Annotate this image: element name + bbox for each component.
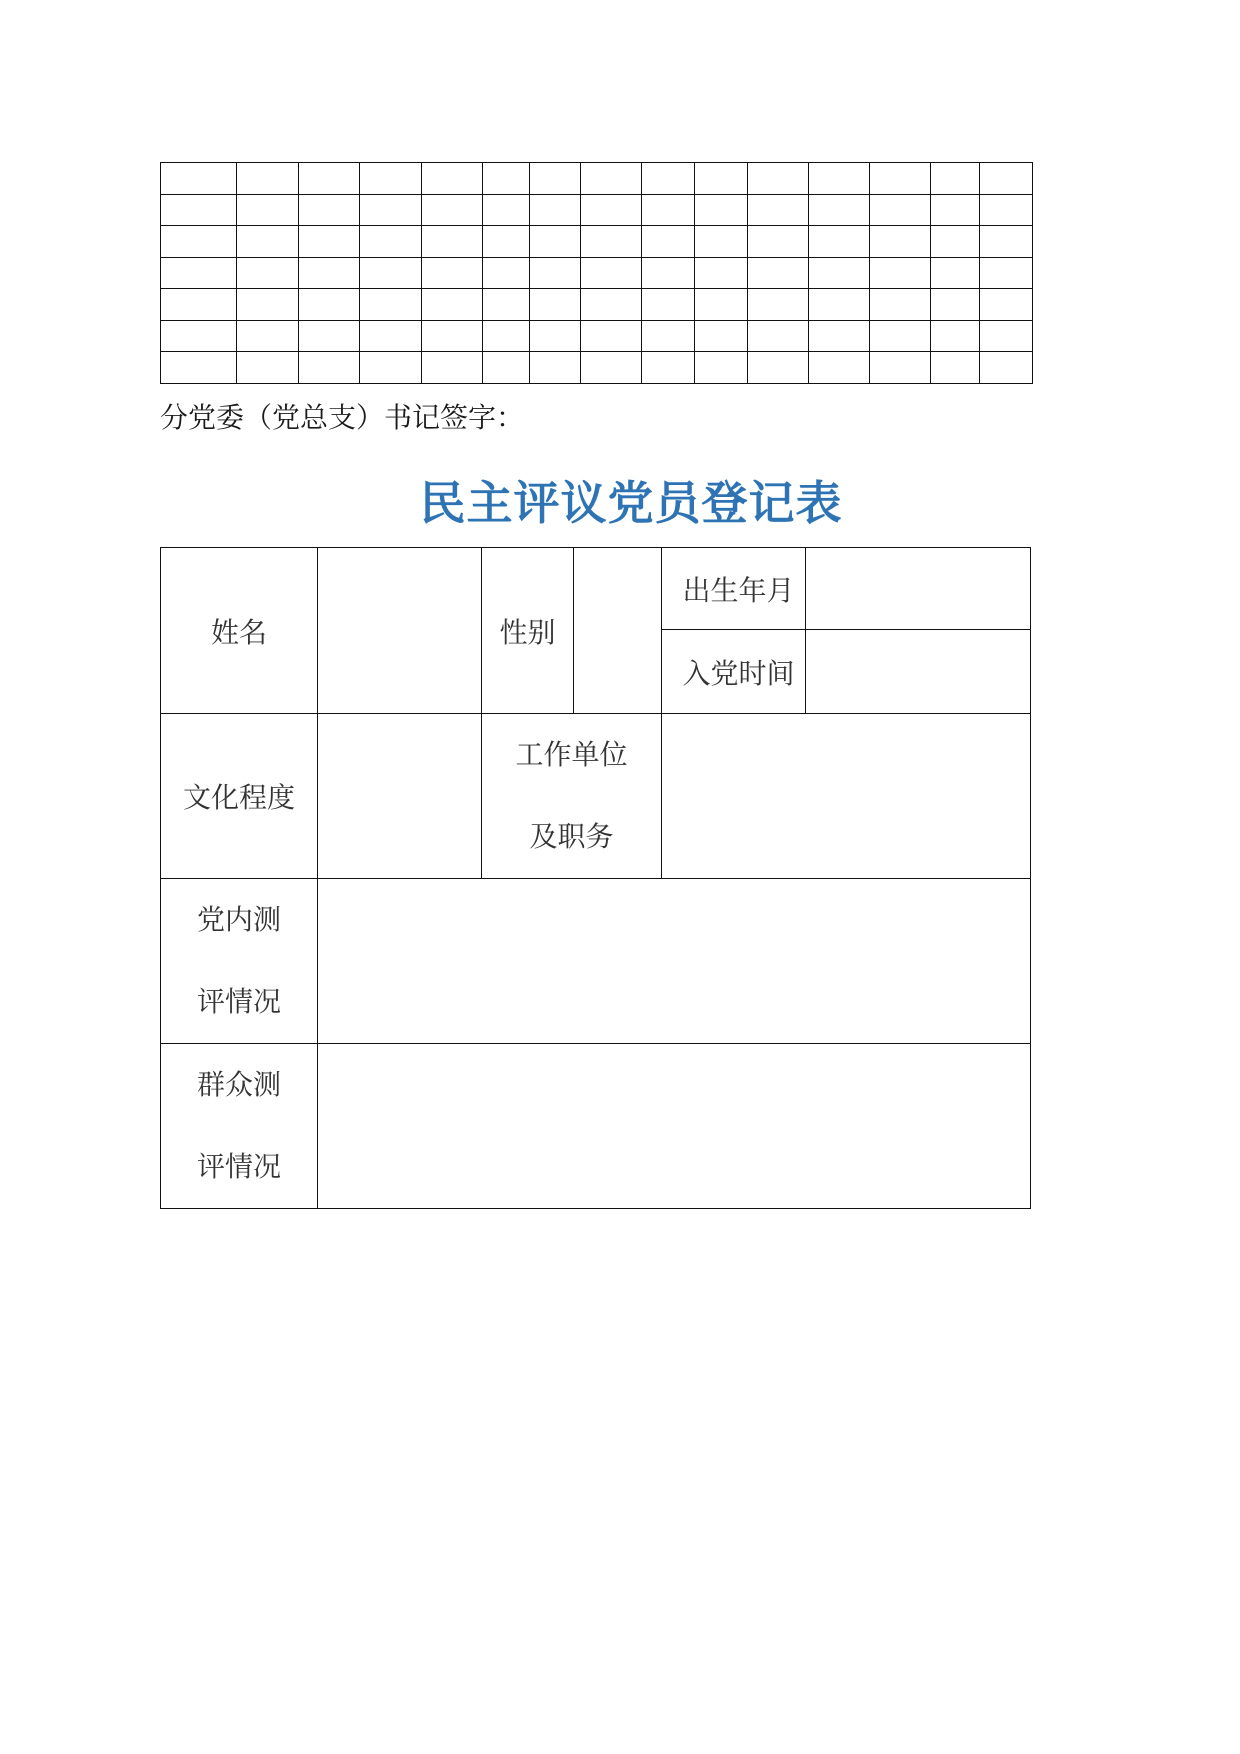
grid-cell[interactable] xyxy=(695,163,748,195)
grid-cell[interactable] xyxy=(695,194,748,226)
grid-cell[interactable] xyxy=(809,257,870,289)
grid-cell[interactable] xyxy=(980,352,1033,384)
mass-evaluation-label xyxy=(161,1044,318,1209)
grid-cell[interactable] xyxy=(161,320,237,352)
grid-cell[interactable] xyxy=(483,194,530,226)
grid-cell[interactable] xyxy=(161,289,237,321)
grid-cell[interactable] xyxy=(642,194,695,226)
grid-cell[interactable] xyxy=(299,352,360,384)
grid-cell[interactable] xyxy=(237,289,299,321)
grid-cell[interactable] xyxy=(980,257,1033,289)
grid-cell[interactable] xyxy=(422,226,483,258)
grid-cell[interactable] xyxy=(748,320,809,352)
work-unit-label-line2: 及职务 xyxy=(529,820,614,853)
grid-cell[interactable] xyxy=(483,226,530,258)
grid-cell[interactable] xyxy=(809,320,870,352)
grid-cell[interactable] xyxy=(809,226,870,258)
party-evaluation-label-line1: 党内测 xyxy=(196,903,281,936)
form-title: 民主评议党员登记表 xyxy=(419,476,843,530)
grid-cell[interactable] xyxy=(581,226,642,258)
grid-cell[interactable] xyxy=(237,320,299,352)
grid-cell[interactable] xyxy=(870,257,931,289)
grid-cell[interactable] xyxy=(581,163,642,195)
grid-cell[interactable] xyxy=(483,289,530,321)
grid-cell[interactable] xyxy=(931,163,980,195)
grid-cell[interactable] xyxy=(870,352,931,384)
grid-row xyxy=(161,163,1033,195)
grid-cell[interactable] xyxy=(237,194,299,226)
grid-cell[interactable] xyxy=(642,289,695,321)
grid-cell[interactable] xyxy=(980,194,1033,226)
grid-cell[interactable] xyxy=(530,194,581,226)
grid-cell[interactable] xyxy=(422,289,483,321)
gender-field[interactable] xyxy=(574,548,662,714)
secretary-signature-label: 分党委（党总支）书记签字： xyxy=(160,401,525,434)
grid-cell[interactable] xyxy=(695,320,748,352)
grid-cell[interactable] xyxy=(483,352,530,384)
grid-cell[interactable] xyxy=(809,352,870,384)
grid-cell[interactable] xyxy=(530,163,581,195)
grid-cell[interactable] xyxy=(237,352,299,384)
grid-cell[interactable] xyxy=(530,320,581,352)
grid-cell[interactable] xyxy=(642,226,695,258)
grid-cell[interactable] xyxy=(530,352,581,384)
grid-cell[interactable] xyxy=(809,194,870,226)
grid-cell[interactable] xyxy=(483,257,530,289)
name-label: 姓名 xyxy=(161,548,318,714)
grid-cell[interactable] xyxy=(748,289,809,321)
birth-date-label: 出生年月 xyxy=(662,548,806,630)
grid-cell[interactable] xyxy=(809,289,870,321)
grid-cell[interactable] xyxy=(299,320,360,352)
grid-cell[interactable] xyxy=(161,163,237,195)
education-field[interactable] xyxy=(318,714,482,879)
grid-cell[interactable] xyxy=(483,320,530,352)
grid-cell[interactable] xyxy=(980,289,1033,321)
grid-cell[interactable] xyxy=(581,257,642,289)
grid-cell[interactable] xyxy=(360,320,422,352)
party-join-date-label: 入党时间 xyxy=(662,630,806,714)
mass-evaluation-label-line1: 群众测 xyxy=(196,1068,281,1101)
grid-cell[interactable] xyxy=(870,163,931,195)
grid-row xyxy=(161,194,1033,226)
grid-cell[interactable] xyxy=(931,257,980,289)
grid-cell[interactable] xyxy=(642,320,695,352)
grid-cell[interactable] xyxy=(422,194,483,226)
grid-cell[interactable] xyxy=(642,163,695,195)
name-field[interactable] xyxy=(318,548,482,714)
grid-cell[interactable] xyxy=(530,289,581,321)
grid-cell[interactable] xyxy=(581,320,642,352)
work-unit-field[interactable] xyxy=(662,714,1031,879)
grid-cell[interactable] xyxy=(980,163,1033,195)
grid-cell[interactable] xyxy=(695,352,748,384)
grid-cell[interactable] xyxy=(161,226,237,258)
party-join-date-field[interactable] xyxy=(806,630,1031,714)
grid-cell[interactable] xyxy=(870,289,931,321)
grid-cell[interactable] xyxy=(530,226,581,258)
grid-cell[interactable] xyxy=(748,352,809,384)
grid-cell[interactable] xyxy=(237,226,299,258)
mass-evaluation-field[interactable] xyxy=(318,1044,1031,1209)
grid-cell[interactable] xyxy=(870,194,931,226)
grid-cell[interactable] xyxy=(931,320,980,352)
party-evaluation-field[interactable] xyxy=(318,879,1031,1044)
grid-cell[interactable] xyxy=(161,194,237,226)
grid-cell[interactable] xyxy=(748,257,809,289)
grid-cell[interactable] xyxy=(360,289,422,321)
grid-cell[interactable] xyxy=(237,257,299,289)
grid-cell[interactable] xyxy=(299,257,360,289)
grid-cell[interactable] xyxy=(237,163,299,195)
grid-row xyxy=(161,257,1033,289)
grid-cell[interactable] xyxy=(360,352,422,384)
grid-cell[interactable] xyxy=(931,226,980,258)
grid-cell[interactable] xyxy=(161,257,237,289)
grid-cell[interactable] xyxy=(299,289,360,321)
grid-cell[interactable] xyxy=(748,163,809,195)
grid-cell[interactable] xyxy=(931,194,980,226)
mass-evaluation-label-line2: 评情况 xyxy=(196,1150,281,1183)
grid-cell[interactable] xyxy=(299,163,360,195)
grid-cell[interactable] xyxy=(530,257,581,289)
work-unit-label-line1: 工作单位 xyxy=(515,738,628,771)
grid-cell[interactable] xyxy=(870,320,931,352)
grid-row xyxy=(161,352,1033,384)
grid-cell[interactable] xyxy=(980,226,1033,258)
grid-cell[interactable] xyxy=(931,289,980,321)
grid-cell[interactable] xyxy=(642,352,695,384)
grid-cell[interactable] xyxy=(299,226,360,258)
member-register-form xyxy=(160,547,1031,1209)
grid-cell[interactable] xyxy=(748,226,809,258)
birth-date-field[interactable] xyxy=(806,548,1031,630)
party-evaluation-label xyxy=(161,879,318,1044)
grid-cell[interactable] xyxy=(422,352,483,384)
grid-cell[interactable] xyxy=(422,257,483,289)
grid-cell[interactable] xyxy=(695,226,748,258)
grid-cell[interactable] xyxy=(360,194,422,226)
grid-cell[interactable] xyxy=(695,289,748,321)
grid-cell[interactable] xyxy=(581,194,642,226)
grid-row xyxy=(161,226,1033,258)
grid-cell[interactable] xyxy=(299,194,360,226)
grid-cell[interactable] xyxy=(581,289,642,321)
grid-cell[interactable] xyxy=(931,352,980,384)
grid-row xyxy=(161,320,1033,352)
gender-label: 性别 xyxy=(482,548,574,714)
grid-cell[interactable] xyxy=(360,163,422,195)
grid-cell[interactable] xyxy=(483,163,530,195)
grid-cell[interactable] xyxy=(695,257,748,289)
grid-cell[interactable] xyxy=(870,226,931,258)
grid-cell[interactable] xyxy=(642,257,695,289)
grid-cell[interactable] xyxy=(748,194,809,226)
grid-cell[interactable] xyxy=(161,352,237,384)
grid-cell[interactable] xyxy=(360,226,422,258)
work-unit-label xyxy=(482,714,662,879)
party-evaluation-label-line2: 评情况 xyxy=(196,985,281,1018)
grid-cell[interactable] xyxy=(422,320,483,352)
education-label: 文化程度 xyxy=(161,714,318,879)
grid-cell[interactable] xyxy=(581,352,642,384)
grid-cell[interactable] xyxy=(980,320,1033,352)
top-empty-grid xyxy=(160,162,1033,384)
grid-cell[interactable] xyxy=(809,163,870,195)
grid-cell[interactable] xyxy=(422,163,483,195)
grid-cell[interactable] xyxy=(360,257,422,289)
grid-row xyxy=(161,289,1033,321)
